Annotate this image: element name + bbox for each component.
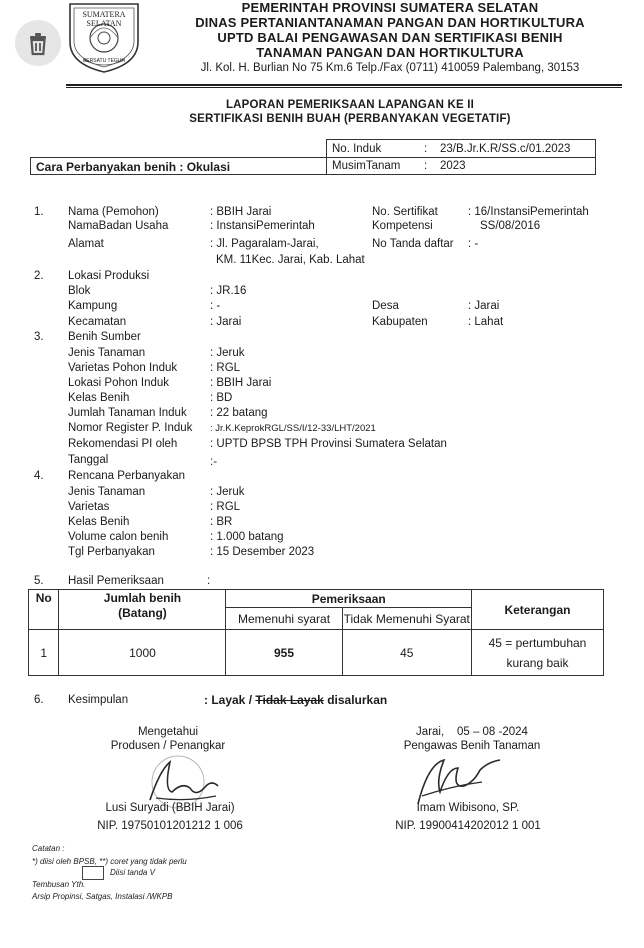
s4-label-0: Jenis Tanaman xyxy=(68,486,146,498)
section5-colon: : xyxy=(207,575,211,587)
s3-value-3: : BD xyxy=(210,392,233,404)
kabupaten-label: Kabupaten xyxy=(372,316,428,328)
province-seal xyxy=(64,2,144,74)
section4-num: 4. xyxy=(34,470,44,482)
kesimpulan-tidak-layak: Tidak Layak xyxy=(255,693,324,707)
nama-value: : BBIH Jarai xyxy=(210,206,272,218)
kecamatan-label: Kecamatan xyxy=(68,316,127,328)
s3-label-5: Nomor Register P. Induk xyxy=(68,422,193,434)
td-jumlah: 1000 xyxy=(59,630,226,676)
td-no: 1 xyxy=(29,630,59,676)
s4-value-2: : BR xyxy=(210,516,233,528)
td-keterangan xyxy=(471,630,603,676)
kesimpulan-value xyxy=(204,693,387,707)
th-keterangan: Keterangan xyxy=(471,590,603,630)
no-induk-label: No. Induk xyxy=(332,143,382,155)
tanda-daftar-value: : - xyxy=(468,238,479,250)
s3-label-6: Rekomendasi PI oleh xyxy=(68,438,178,450)
kesimpulan-layak: : Layak / xyxy=(204,693,253,707)
cara-perbanyakan: Cara Perbanyakan benih : Okulasi xyxy=(36,160,231,174)
s4-label-3: Volume calon benih xyxy=(68,531,169,543)
s4-value-0: : Jeruk xyxy=(210,486,245,498)
s3-value-1: : RGL xyxy=(210,362,241,374)
td-tidak: 45 xyxy=(342,630,471,676)
th-tidak: Tidak Memenuhi Syarat xyxy=(342,608,471,630)
desa-label: Desa xyxy=(372,300,399,312)
th-jumlah-line2: (Batang) xyxy=(118,606,167,620)
results-table xyxy=(28,589,604,676)
sign-right-nip: NIP. 19900414202012 1 001 xyxy=(395,820,541,832)
td-ket-line1: 45 = pertumbuhan xyxy=(488,635,587,650)
alamat-value-2: KM. 11Kec. Jarai, Kab. Lahat xyxy=(216,254,365,266)
sign-left-nip: NIP. 19750101201212 1 006 xyxy=(97,820,243,832)
s4-value-1: : RGL xyxy=(210,501,241,513)
kesimpulan-disalurkan: disalurkan xyxy=(327,693,388,707)
th-memenuhi: Memenuhi syarat xyxy=(226,608,342,630)
s4-label-2: Kelas Benih xyxy=(68,516,130,528)
td-memenuhi: 955 xyxy=(226,630,342,676)
nama-label: Nama (Pemohon) xyxy=(68,206,159,218)
s4-label-4: Tgl Perbanyakan xyxy=(68,546,155,558)
kabupaten-value: : Lahat xyxy=(468,316,504,328)
th-no: No xyxy=(29,590,59,630)
header-line4: TANAMAN PANGAN DAN HORTIKULTURA xyxy=(256,45,524,60)
s3-label-3: Kelas Benih xyxy=(68,392,130,404)
notes-catatan: Catatan : xyxy=(32,844,65,853)
kampung-value: : - xyxy=(210,300,221,312)
s3-label-0: Jenis Tanaman xyxy=(68,347,146,359)
section6-num: 6. xyxy=(34,694,44,706)
sign-right-name: Imam Wibisono, SP. xyxy=(416,802,520,814)
kesimpulan-label: Kesimpulan xyxy=(68,694,129,706)
kompetensi-label: Kompetensi xyxy=(372,220,433,232)
s3-label-2: Lokasi Pohon Induk xyxy=(68,377,170,389)
section2-title: Lokasi Produksi xyxy=(68,270,150,282)
notes-line2: Diisi tanda V xyxy=(110,868,155,877)
sign-right-title: Pengawas Benih Tanaman xyxy=(403,740,541,752)
blok-value: : JR.16 xyxy=(210,285,247,297)
no-induk-value: 23/B.Jr.K.R/SS.c/01.2023 xyxy=(440,143,571,155)
th-jumlah-line1: Jumlah benih xyxy=(103,591,182,605)
s3-value-5: : Jr.K.KeprokRGL/SS/I/12-33/LHT/2021 xyxy=(210,423,376,434)
sertifikat-label: No. Sertifikat xyxy=(372,206,438,218)
tanda-daftar-label: No Tanda daftar xyxy=(372,238,454,250)
sertifikat-value: : 16/InstansiPemerintah xyxy=(468,206,589,218)
badan-label: NamaBadan Usaha xyxy=(68,220,169,232)
kampung-label: Kampung xyxy=(68,300,118,312)
kompetensi-value: SS/08/2016 xyxy=(480,220,541,232)
header-line3: UPTD BALAI PENGAWASAN DAN SERTIFIKASI BENIH xyxy=(217,30,563,45)
desa-value: : Jarai xyxy=(468,300,500,312)
notes-line3: Arsip Propinsi, Satgas, Instalasi /WKPB xyxy=(32,892,173,901)
sign-right-date-line xyxy=(392,726,552,738)
sign-left-title1: Mengetahui xyxy=(137,726,199,738)
th-jumlah xyxy=(59,590,226,630)
sign-right-place: Jarai, xyxy=(416,726,445,738)
notes-tembusan: Tembusan Yth. xyxy=(32,880,86,889)
report-title-1: LAPORAN PEMERIKSAAN LAPANGAN KE II xyxy=(225,99,475,111)
section5-num: 5. xyxy=(34,575,44,587)
header-line1: PEMERINTAH PROVINSI SUMATERA SELATAN xyxy=(241,0,539,15)
notes-line1: *) diisi oleh BPSB, **) coret yang tidak perlu xyxy=(32,857,187,866)
notes-checkbox xyxy=(82,866,104,880)
td-ket-line2: kurang baik xyxy=(506,655,569,670)
seal-text-top: SUMATERA SELATAN xyxy=(82,10,126,28)
sign-left-title2: Produsen / Penangkar xyxy=(110,740,226,752)
section4-title: Rencana Perbanyakan xyxy=(68,470,185,482)
blok-label: Blok xyxy=(68,285,91,297)
kecamatan-value: : Jarai xyxy=(210,316,242,328)
s3-value-4: : 22 batang xyxy=(210,407,268,419)
alamat-value-1: : Jl. Pagaralam-Jarai, xyxy=(210,238,319,250)
s3-label-1: Varietas Pohon Induk xyxy=(68,362,178,374)
header-divider xyxy=(66,84,622,88)
delete-button[interactable] xyxy=(15,20,61,66)
sign-left-name: Lusi Suryadi (BBIH Jarai) xyxy=(105,802,235,814)
section1-num: 1. xyxy=(34,206,44,218)
s4-value-3: : 1.000 batang xyxy=(210,531,284,543)
section5-title: Hasil Pemeriksaan xyxy=(68,575,164,587)
s3-value-0: : Jeruk xyxy=(210,347,245,359)
alamat-label: Alamat xyxy=(68,238,104,250)
header-line2: DINAS PERTANIANTANAMAN PANGAN DAN HORTIKULTURA xyxy=(195,15,585,30)
s4-value-4: : 15 Desember 2023 xyxy=(210,546,315,558)
seal-text-bottom: BERSATU TEGUH xyxy=(82,58,126,64)
section2-num: 2. xyxy=(34,270,44,282)
section3-num: 3. xyxy=(34,331,44,343)
header-address: Jl. Kol. H. Burlian No 75 Km.6 Telp./Fax (0711) 410059 Palembang, 30153 xyxy=(200,62,580,74)
trash-icon xyxy=(15,20,61,66)
report-title-2: SERTIFIKASI BENIH BUAH (PERBANYAKAN VEGETATIF) xyxy=(189,113,511,125)
s3-label-4: Jumlah Tanaman Induk xyxy=(68,407,187,419)
th-pemeriksaan: Pemeriksaan xyxy=(226,590,471,608)
section3-title: Benih Sumber xyxy=(68,331,141,343)
s4-label-1: Varietas xyxy=(68,501,110,513)
s3-value-2: : BBIH Jarai xyxy=(210,377,272,389)
s3-value-7: :- xyxy=(210,456,218,468)
s3-label-7: Tanggal xyxy=(68,454,109,466)
badan-value: : InstansiPemerintah xyxy=(210,220,315,232)
musim-value: 2023 xyxy=(440,160,466,172)
musim-label: MusimTanam xyxy=(332,160,401,172)
s3-value-6: : UPTD BPSB TPH Provinsi Sumatera Selatan xyxy=(210,438,447,450)
sign-right-date: 05 – 08 -2024 xyxy=(456,726,528,738)
